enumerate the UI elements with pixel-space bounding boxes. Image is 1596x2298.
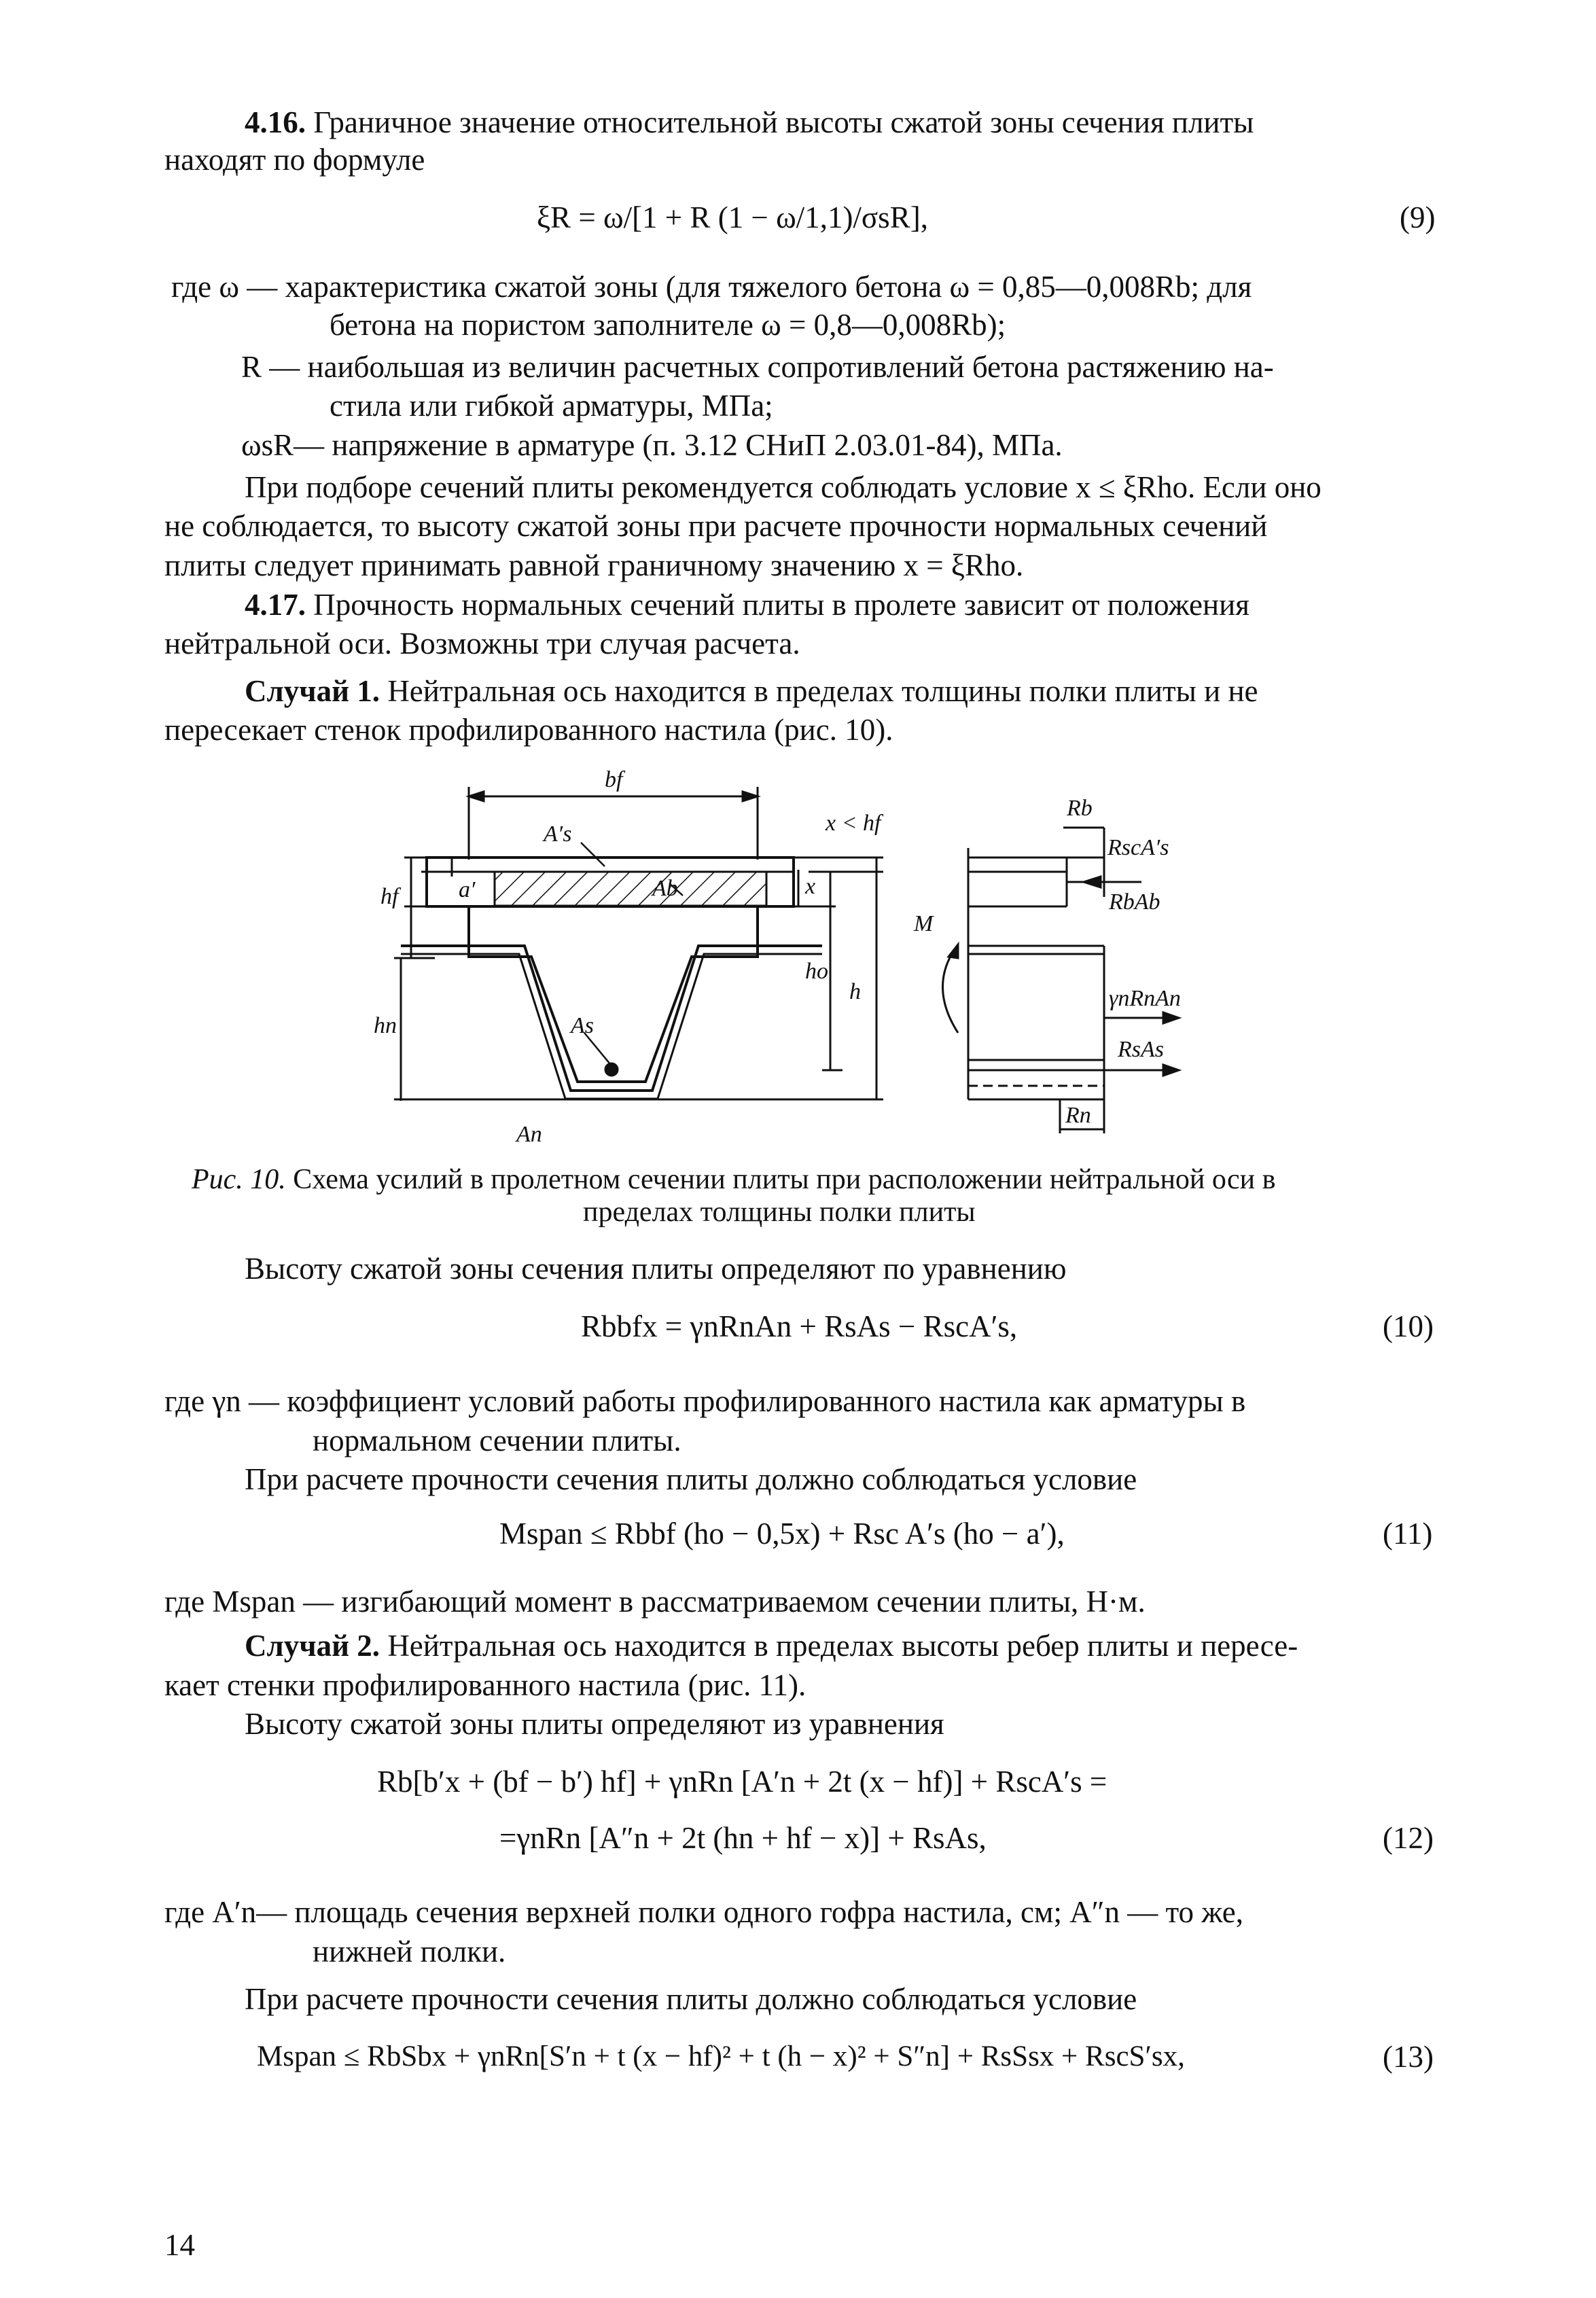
text-eq11-intro: При расчете прочности сечения плиты должно соблюдаться условие	[245, 1462, 1137, 1496]
formula-11-number: (11)	[1383, 1517, 1433, 1551]
definition-sigma-line: ωsR— напряжение в арматуре (п. 3.12 СНиП 2.03.01-84), МПа.	[241, 428, 1063, 462]
formula-9: ξR = ω/[1 + R (1 − ω/1,1)/σsR],	[537, 200, 928, 234]
label-Ab: Ab	[652, 876, 678, 901]
definition-gamma-line2: нормальном сечении плиты.	[313, 1424, 681, 1457]
condition-line1: При подборе сечений плиты рекомендуется соблюдать условие x ≤ ξRho. Если оно	[245, 470, 1322, 504]
condition-line3: плиты следует принимать равной граничному значению x = ξRho.	[164, 548, 1024, 582]
text-eq10-intro: Высоту сжатой зоны сечения плиты определяют по уравнению	[245, 1252, 1067, 1286]
label-M: M	[914, 911, 934, 936]
formula-13: Mspan ≤ RbSbx + γnRn[S′n + t (x − hf)² + t (h − x)² + S″n] + RsSsx + RscS′sx,	[257, 2040, 1185, 2072]
definition-An-line2: нижней полки.	[313, 1934, 506, 1968]
label-As: As	[571, 1013, 594, 1038]
case2-line2: кает стенки профилированного настила (рис. 11).	[164, 1668, 806, 1702]
formula-13-number: (13)	[1383, 2040, 1434, 2074]
case1-line2: пересекает стенок профилированного настила (рис. 10).	[164, 713, 893, 747]
formula-12-line2: =γnRn [A″n + 2t (hn + hf − x)] + RsAs,	[499, 1821, 987, 1855]
formula-10-number: (10)	[1383, 1309, 1434, 1343]
label-condition: x < hf	[826, 811, 881, 836]
label-RbAb: RbAb	[1109, 889, 1160, 915]
figure-caption-line2: пределах толщины полки плиты	[583, 1197, 976, 1228]
label-bf: bf	[605, 767, 623, 792]
paragraph-4-16-line1: 4.16. Граничное значение относительной высоты сжатой зоны сечения плиты	[245, 105, 1254, 139]
label-hn: hn	[374, 1013, 397, 1038]
label-As-top: A′s	[544, 821, 572, 847]
label-ho: ho	[805, 959, 828, 984]
definition-R-line1: R — наибольшая из величин расчетных сопротивлений бетона растяжению на-	[241, 350, 1274, 384]
label-hf: hf	[380, 884, 399, 909]
page-number: 14	[164, 2228, 195, 2262]
text-eq13-intro: При расчете прочности сечения плиты должно соблюдаться условие	[245, 1982, 1137, 2016]
label-RsAs: RsAs	[1118, 1037, 1164, 1062]
case1-line1: Случай 1. Нейтральная ось находится в пределах толщины полки плиты и не	[245, 674, 1258, 708]
label-x: x	[805, 874, 816, 899]
formula-12-line1: Rb[b′x + (bf − b′) hf] + γnRn [A′n + 2t (x − hf)] + RscA′s =	[377, 1765, 1107, 1799]
text-eq12-intro: Высоту сжатой зоны плиты определяют из уравнения	[245, 1707, 944, 1741]
formula-11: Mspan ≤ Rbbf (ho − 0,5x) + Rsc A′s (ho − a′),	[499, 1517, 1065, 1551]
cross-section-drawing	[394, 787, 883, 1101]
label-RscAs: RscA′s	[1107, 835, 1169, 860]
paragraph-4-17-line1: 4.17. Прочность нормальных сечений плиты в пролете зависит от положения	[245, 588, 1249, 622]
definition-omega-line2: бетона на пористом заполнителе ω = 0,8—0,008Rb);	[330, 308, 1006, 342]
definition-Mspan: где Mspan — изгибающий момент в рассматриваемом сечении плиты, Н·м.	[164, 1585, 1146, 1619]
formula-12-number: (12)	[1383, 1821, 1434, 1855]
paragraph-4-16-line2: находят по формуле	[164, 143, 425, 177]
force-diagram	[943, 828, 1180, 1133]
definition-An-line1: где A′n— площадь сечения верхней полки одного гофра настила, см; A″n — то же,	[164, 1895, 1244, 1929]
case2-line1: Случай 2. Нейтральная ось находится в пределах высоты ребер плиты и пересе-	[245, 1629, 1298, 1663]
formula-9-number: (9)	[1400, 200, 1436, 234]
label-h: h	[849, 979, 861, 1004]
label-Rn: Rn	[1065, 1103, 1091, 1128]
condition-line2: не соблюдается, то высоту сжатой зоны при расчете прочности нормальных сечений	[164, 509, 1268, 543]
label-gRnAn: γnRnAn	[1109, 986, 1181, 1011]
definition-gamma-line1: где γn — коэффициент условий работы профилированного настила как арматуры в	[164, 1384, 1246, 1418]
formula-10: Rbbfx = γnRnAn + RsAs − RscA′s,	[581, 1309, 1018, 1343]
label-Rb: Rb	[1067, 796, 1093, 821]
label-a: a′	[459, 877, 476, 902]
definition-omega-line1: где ω — характеристика сжатой зоны (для тяжелого бетона ω = 0,85—0,008Rb; для	[171, 270, 1252, 304]
figure-caption-line1: Рис. 10. Схема усилий в пролетном сечении плиты при расположении нейтральной оси в	[192, 1164, 1276, 1195]
label-An: An	[516, 1122, 542, 1147]
definition-R-line2: стила или гибкой арматуры, МПа;	[330, 389, 773, 423]
paragraph-4-17-line2: нейтральной оси. Возможны три случая расчета.	[164, 626, 800, 660]
